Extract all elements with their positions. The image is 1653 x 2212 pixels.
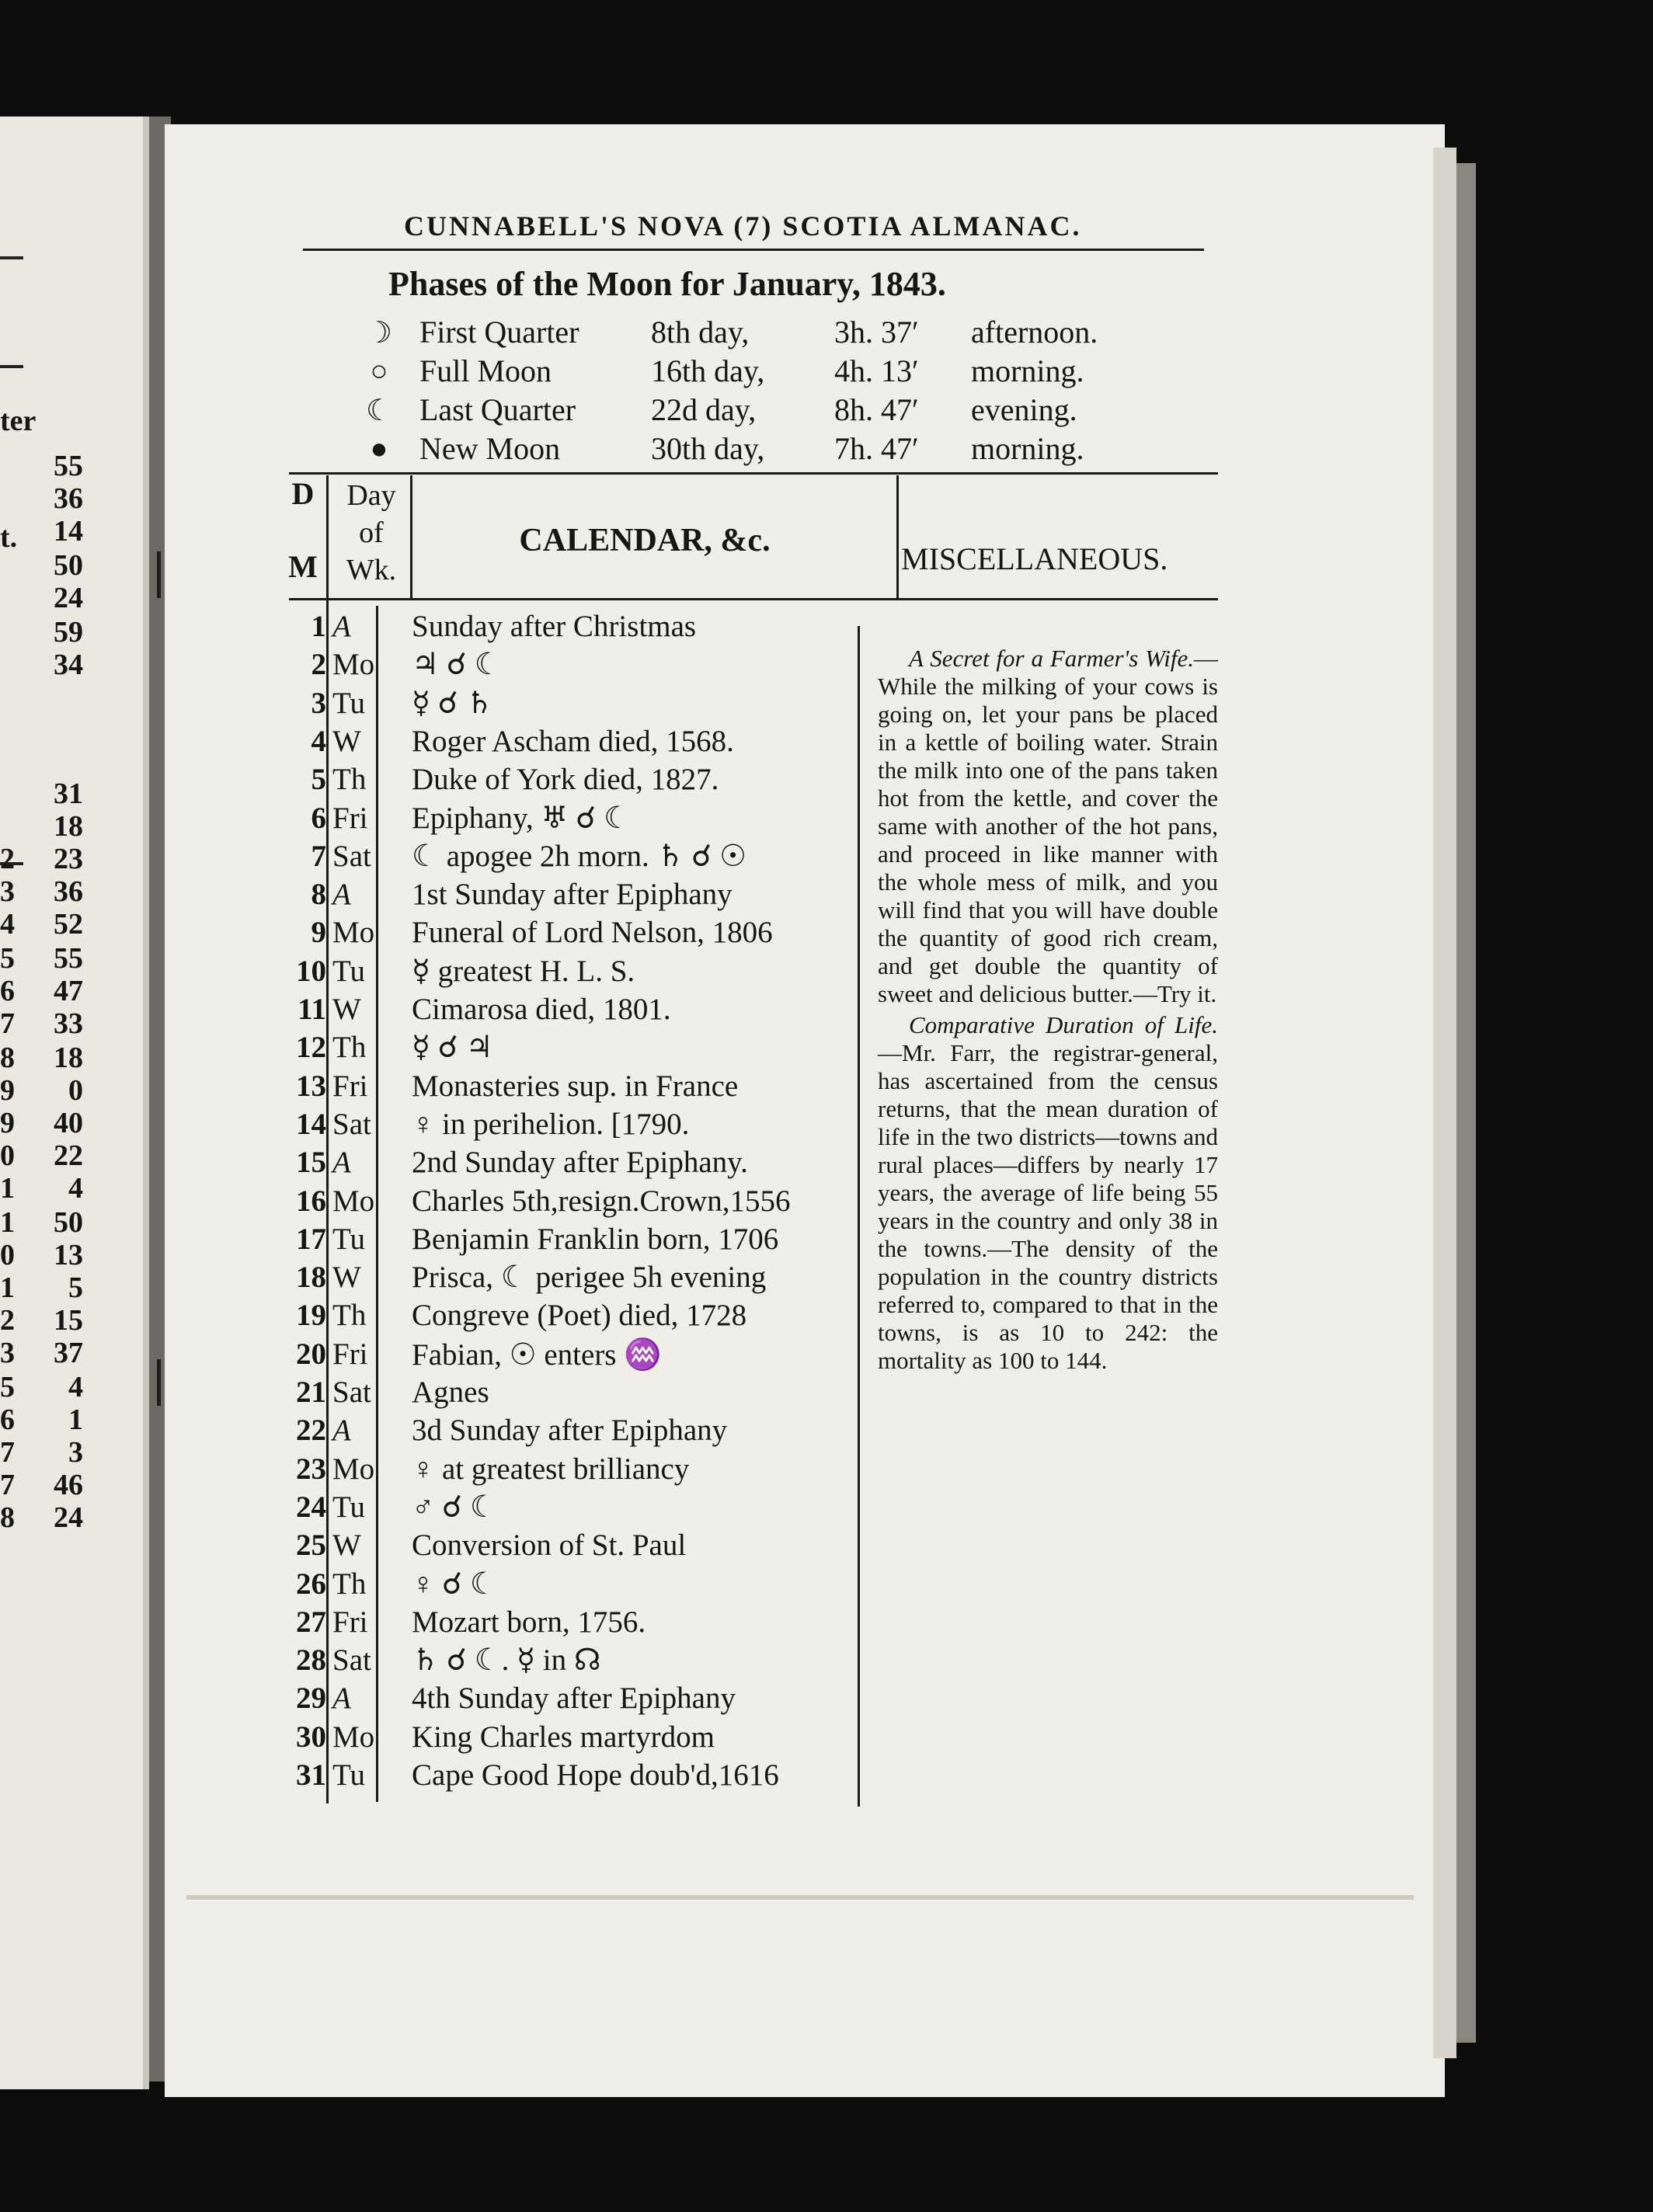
calendar-day-of-month: 30 bbox=[296, 1720, 326, 1754]
calendar-day-of-month: 27 bbox=[296, 1605, 326, 1639]
calendar-day-of-month: 21 bbox=[296, 1376, 326, 1409]
moon-phase-name: First Quarter bbox=[419, 315, 579, 350]
header-rule bbox=[303, 249, 1204, 251]
moon-phase-hour: 8h. 47′ bbox=[834, 392, 919, 427]
left-page-value-a: 8 bbox=[0, 1501, 15, 1534]
calendar-day-of-month: 16 bbox=[296, 1184, 326, 1218]
misc-article-body: —While the milking of your cows is going on, let your pans be placed in a kettle of boiling water. Strain the milk into one of the pans taken hot from the kettle, and cover the same with another of the hot pans, and proceed in like manner with the whole mess of milk, and you will find that you will have double the quantity of good rich cream, and get double the quantity of sweet and delicious butter.—Try it. bbox=[878, 645, 1218, 1007]
moon-phase-symbol-icon: ☾ bbox=[365, 395, 393, 427]
col-day-of-week-2: of bbox=[359, 516, 384, 549]
calendar-day-of-week: Mo bbox=[332, 1720, 375, 1754]
calendar-event: Conversion of St. Paul bbox=[412, 1529, 687, 1562]
calendar-event: Cimarosa died, 1801. bbox=[412, 993, 671, 1026]
calendar-day-of-week: Sat bbox=[332, 1376, 371, 1409]
calendar-event: ♀ in perihelion. [1790. bbox=[412, 1108, 690, 1141]
calendar-event: 1st Sunday after Epiphany bbox=[412, 878, 733, 911]
left-page-value-a: 0 bbox=[0, 1139, 15, 1172]
calendar-event: ☿ greatest H. L. S. bbox=[412, 955, 635, 988]
left-page-value-b: 4 bbox=[68, 1172, 83, 1205]
moon-phase-hour: 7h. 47′ bbox=[834, 431, 919, 466]
left-page-value-a: 2 bbox=[0, 843, 15, 875]
moon-phase-day: 16th day, bbox=[651, 353, 765, 388]
left-page-value-b: 46 bbox=[54, 1469, 83, 1501]
left-page-edge bbox=[143, 117, 149, 2089]
calendar-day-of-month: 1 bbox=[311, 610, 326, 643]
calendar-day-of-week: Tu bbox=[332, 955, 365, 988]
calendar-event: Agnes bbox=[412, 1376, 489, 1409]
misc-article-title: A Secret for a Farmer's Wife. bbox=[909, 645, 1194, 672]
calendar-event: 3d Sunday after Epiphany bbox=[412, 1414, 728, 1447]
moon-phase-name: Last Quarter bbox=[419, 392, 576, 427]
left-page-value-b: 18 bbox=[54, 1042, 83, 1074]
left-page-value-a: 1 bbox=[0, 1172, 15, 1205]
calendar-day-of-month: 25 bbox=[296, 1529, 326, 1562]
calendar-day-of-week: Th bbox=[332, 763, 367, 796]
col-calendar-heading: CALENDAR, &c. bbox=[519, 523, 771, 558]
calendar-day-of-month: 22 bbox=[296, 1414, 326, 1447]
left-page-value-a: 9 bbox=[0, 1107, 15, 1139]
calendar-day-of-month: 7 bbox=[311, 840, 326, 873]
moon-phase-hour: 4h. 13′ bbox=[834, 353, 919, 388]
calendar-event: ☿ ☌ ♃ bbox=[412, 1031, 493, 1064]
calendar-day-of-week: Fri bbox=[332, 1069, 368, 1103]
calendar-day-of-month: 17 bbox=[296, 1223, 326, 1256]
calendar-event: Congreve (Poet) died, 1728 bbox=[412, 1299, 747, 1332]
calendar-event: Sunday after Christmas bbox=[412, 610, 697, 643]
left-page-value-b: 0 bbox=[68, 1074, 83, 1107]
moon-phase-symbol-icon: ○ bbox=[370, 355, 388, 388]
calendar-day-of-week: Tu bbox=[332, 1758, 365, 1792]
calendar-day-of-month: 3 bbox=[311, 687, 326, 720]
calendar-day-of-month: 18 bbox=[296, 1261, 326, 1294]
binding-stitch bbox=[157, 551, 161, 598]
left-page-value-b: 33 bbox=[54, 1007, 83, 1040]
calendar-day-of-week: A bbox=[332, 610, 351, 643]
misc-article bbox=[878, 645, 1218, 1008]
left-page-value-b: 40 bbox=[54, 1107, 83, 1139]
binding-stitch bbox=[157, 1359, 161, 1406]
left-page-value-b: 14 bbox=[54, 515, 83, 548]
calendar-event: Funeral of Lord Nelson, 1806 bbox=[412, 916, 773, 949]
calendar-day-of-month: 15 bbox=[296, 1146, 326, 1179]
left-page-value-a: 9 bbox=[0, 1074, 15, 1107]
moon-phase-day: 22d day, bbox=[651, 392, 757, 427]
calendar-day-of-month: 20 bbox=[296, 1337, 326, 1371]
col-day-of-week-1: Day bbox=[346, 479, 396, 512]
calendar-event: ☾ apogee 2h morn. ♄ ☌ ☉ bbox=[412, 840, 747, 873]
calendar-day-of-month: 24 bbox=[296, 1490, 326, 1524]
calendar-event: Benjamin Franklin born, 1706 bbox=[412, 1223, 779, 1256]
left-page-value-b: 18 bbox=[54, 810, 83, 843]
left-page-value-b: 24 bbox=[54, 582, 83, 614]
calendar-day-of-month: 26 bbox=[296, 1567, 326, 1601]
moon-phase-day: 8th day, bbox=[651, 315, 750, 350]
calendar-day-of-week: Fri bbox=[332, 802, 368, 835]
calendar-event: Cape Good Hope doub'd,1616 bbox=[412, 1758, 779, 1792]
calendar-event: ♀ at greatest brilliancy bbox=[412, 1452, 690, 1486]
calendar-event: Fabian, ☉ enters ♒ bbox=[412, 1338, 662, 1372]
left-page-value-b: 50 bbox=[54, 1206, 83, 1239]
calendar-day-of-month: 29 bbox=[296, 1682, 326, 1715]
left-page-value-a: 3 bbox=[0, 1337, 15, 1369]
col-miscellaneous-heading: MISCELLANEOUS. bbox=[901, 541, 1168, 576]
calendar-day-of-week: Mo bbox=[332, 1452, 375, 1486]
calendar-event: ♄ ☌ ☾. ☿ in ☊ bbox=[412, 1643, 601, 1677]
calendar-event: ♂ ☌ ☾ bbox=[412, 1490, 497, 1524]
left-page-value-a: 1 bbox=[0, 1206, 15, 1239]
calendar-event: Monasteries sup. in France bbox=[412, 1069, 739, 1103]
calendar-event: ☿ ☌ ♄ bbox=[412, 687, 493, 720]
calendar-day-of-month: 14 bbox=[296, 1108, 326, 1141]
calendar-day-of-month: 11 bbox=[298, 993, 326, 1026]
calendar-day-of-month: 10 bbox=[296, 955, 326, 988]
calendar-day-of-week: Sat bbox=[332, 840, 371, 873]
left-rule bbox=[0, 365, 23, 368]
moon-phase-time-of-day: evening. bbox=[971, 392, 1077, 427]
calendar-event: King Charles martyrdom bbox=[412, 1720, 715, 1754]
left-page-value-b: 37 bbox=[54, 1337, 83, 1369]
left-page-value-b: 22 bbox=[54, 1139, 83, 1172]
left-page-value-b: 34 bbox=[54, 649, 83, 681]
column-divider bbox=[410, 475, 412, 598]
left-page-value-b: 59 bbox=[54, 616, 83, 649]
left-page-value-a: 4 bbox=[0, 908, 15, 941]
calendar-day-of-week: Mo bbox=[332, 648, 375, 681]
column-divider bbox=[858, 626, 860, 1807]
left-page-value-b: 31 bbox=[54, 777, 83, 810]
left-page-value-b: 15 bbox=[54, 1304, 83, 1337]
moon-phase-name: Full Moon bbox=[419, 353, 552, 388]
calendar-day-of-month: 4 bbox=[311, 725, 326, 758]
left-page-value-b: 4 bbox=[68, 1371, 83, 1403]
moon-phase-name: New Moon bbox=[419, 431, 561, 466]
calendar-day-of-week: Mo bbox=[332, 916, 375, 949]
left-page-value-b: 3 bbox=[68, 1436, 83, 1469]
calendar-day-of-month: 28 bbox=[296, 1643, 326, 1677]
left-page-value-a: 7 bbox=[0, 1007, 15, 1040]
misc-article bbox=[878, 1011, 1218, 1375]
calendar-day-of-week: Th bbox=[332, 1299, 367, 1332]
left-page-value-a: 1 bbox=[0, 1271, 15, 1304]
calendar-day-of-week: Th bbox=[332, 1567, 367, 1601]
calendar-day-of-week: Fri bbox=[332, 1605, 368, 1639]
calendar-day-of-month: 13 bbox=[296, 1069, 326, 1103]
moon-phase-symbol-icon: ☽ bbox=[365, 317, 393, 350]
page-right-edge bbox=[1433, 148, 1456, 2058]
calendar-event: 2nd Sunday after Epiphany. bbox=[412, 1146, 748, 1179]
calendar-day-of-week: A bbox=[332, 1682, 351, 1715]
left-page-value-a: 7 bbox=[0, 1469, 15, 1501]
moon-phase-day: 30th day, bbox=[651, 431, 765, 466]
calendar-day-of-week: Fri bbox=[332, 1337, 368, 1371]
left-page-value-b: 52 bbox=[54, 908, 83, 941]
moon-phase-symbol-icon: ● bbox=[370, 433, 388, 465]
calendar-day-of-week: W bbox=[332, 1529, 361, 1562]
page-torn-edge bbox=[186, 1895, 1414, 1900]
left-page-value-a: 6 bbox=[0, 975, 15, 1007]
miscellaneous-column bbox=[878, 645, 1218, 1378]
calendar-day-of-week: Sat bbox=[332, 1643, 371, 1677]
calendar-day-of-month: 2 bbox=[311, 648, 326, 681]
left-page-value-b: 36 bbox=[54, 875, 83, 908]
misc-article-title: Comparative Duration of Life. bbox=[909, 1011, 1218, 1038]
calendar-day-of-week: Th bbox=[332, 1031, 367, 1064]
left-page-value-b: 36 bbox=[54, 482, 83, 515]
moon-phase-time-of-day: morning. bbox=[971, 431, 1084, 466]
calendar-day-of-week: A bbox=[332, 878, 351, 911]
calendar-day-of-month: 9 bbox=[311, 916, 326, 949]
left-rule bbox=[0, 256, 23, 259]
left-page-fragment: ter t. 55 36 14 50 24 59 34 31 18 2 23 3 36 4 52 5 55 6 47 7 33 8 18 9 0 9 40 0 22 1 4 1 50 0 13 1 5 2 15 3 37 5 4 6 1 7 3 7 46 8 24 bbox=[0, 117, 149, 2089]
calendar-day-of-month: 8 bbox=[311, 878, 326, 911]
left-page-value-a: 5 bbox=[0, 1371, 15, 1403]
left-page-value-a: 7 bbox=[0, 1436, 15, 1469]
calendar-event: Charles 5th,resign.Crown,1556 bbox=[412, 1184, 791, 1218]
calendar-day-of-week: Tu bbox=[332, 1223, 365, 1256]
calendar-day-of-week: Tu bbox=[332, 687, 365, 720]
calendar-event: Epiphany, ♅ ☌ ☾ bbox=[412, 802, 632, 835]
col-day-of-month-bottom: M bbox=[288, 549, 318, 584]
calendar-event: Duke of York died, 1827. bbox=[412, 763, 719, 796]
moon-phase-hour: 3h. 37′ bbox=[834, 315, 919, 350]
running-head: CUNNABELL'S NOVA (7) SCOTIA ALMANAC. bbox=[404, 210, 1082, 242]
misc-article-body: —Mr. Farr, the registrar-general, has ascertained from the census returns, that the mean duration of life in the two districts—towns and rural places—differs by nearly 17 years, the average of life being 55 years in the country and only 38 in the towns.—The density of the population in the country districts referred to, compared to that in the towns, is as 10 to 242: the mortality as 100 to 144. bbox=[878, 1039, 1218, 1374]
table-header-rule bbox=[289, 598, 1218, 600]
col-day-of-month-top: D bbox=[291, 476, 315, 511]
left-page-value-b: 13 bbox=[54, 1239, 83, 1271]
calendar-event: 4th Sunday after Epiphany bbox=[412, 1682, 736, 1715]
left-page-value-a: 2 bbox=[0, 1304, 15, 1337]
calendar-day-of-month: 5 bbox=[311, 763, 326, 796]
left-page-value-b: 5 bbox=[68, 1271, 83, 1304]
calendar-day-of-week: W bbox=[332, 725, 361, 758]
left-page-value-b: 24 bbox=[54, 1501, 83, 1534]
left-page-value-b: 55 bbox=[54, 942, 83, 975]
calendar-day-of-month: 23 bbox=[296, 1452, 326, 1486]
calendar-event: Prisca, ☾ perigee 5h evening bbox=[412, 1261, 767, 1294]
left-page-value-b: 1 bbox=[68, 1403, 83, 1436]
calendar-day-of-week: W bbox=[332, 993, 361, 1026]
calendar-day-of-week: A bbox=[332, 1414, 351, 1447]
calendar-day-of-week: A bbox=[332, 1146, 351, 1179]
calendar-event: ♀ ☌ ☾ bbox=[412, 1567, 497, 1601]
phases-title: Phases of the Moon for January, 1843. bbox=[388, 265, 946, 303]
left-page-value-a: 0 bbox=[0, 1239, 15, 1271]
calendar-event: Roger Ascham died, 1568. bbox=[412, 725, 734, 758]
left-page-value-a: 6 bbox=[0, 1403, 15, 1436]
moon-phase-time-of-day: afternoon. bbox=[971, 315, 1098, 350]
calendar-day-of-week: Mo bbox=[332, 1184, 375, 1218]
calendar-day-of-week: Sat bbox=[332, 1108, 371, 1141]
left-page-value-a: 5 bbox=[0, 942, 15, 975]
calendar-day-of-month: 31 bbox=[296, 1758, 326, 1792]
left-page-value-b: 50 bbox=[54, 549, 83, 582]
col-day-of-week-3: Wk. bbox=[346, 554, 397, 586]
page-edge-shadow bbox=[1456, 163, 1476, 2043]
left-page-value-b: 47 bbox=[54, 975, 83, 1007]
calendar-day-of-month: 6 bbox=[311, 802, 326, 835]
calendar-day-of-week: Tu bbox=[332, 1490, 365, 1524]
left-page-value-a: 8 bbox=[0, 1042, 15, 1074]
left-page-value-b: 55 bbox=[54, 450, 83, 482]
column-divider bbox=[326, 475, 329, 1803]
calendar-event: ♃ ☌ ☾ bbox=[412, 648, 502, 681]
calendar-event: Mozart born, 1756. bbox=[412, 1605, 646, 1639]
calendar-day-of-month: 19 bbox=[296, 1299, 326, 1332]
moon-phase-time-of-day: morning. bbox=[971, 353, 1084, 388]
column-divider bbox=[896, 475, 899, 598]
left-page-value-b: 23 bbox=[54, 843, 83, 875]
calendar-day-of-month: 12 bbox=[296, 1031, 326, 1064]
calendar-day-of-week: W bbox=[332, 1261, 361, 1294]
table-top-rule bbox=[289, 472, 1218, 475]
left-page-value-a: 3 bbox=[0, 875, 15, 908]
